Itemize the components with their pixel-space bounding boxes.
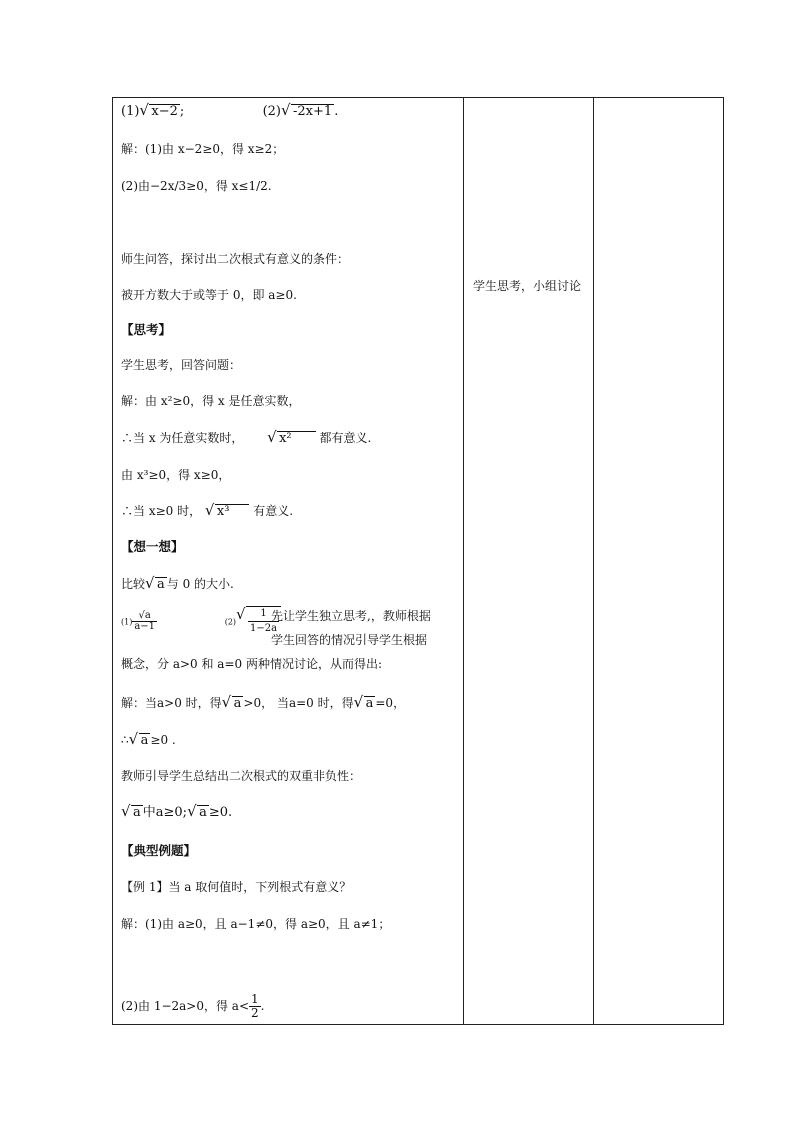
sqrt-a-case2-radicand: a [365,696,374,711]
sqrt-x3 [206,504,250,520]
sqrt-x3-radicand: x³ [215,504,250,519]
thinkmore-line-4: 概念，分 a>0 和 a=0 两种情况讨论，从而得出: [121,657,382,671]
notes-column [594,98,724,1024]
summary-text-2: ≥0. [208,805,233,820]
q1-label: (1) [121,104,140,119]
solution-2-text: (2)由 1−2a>0，得 a< [121,999,250,1013]
thinkmore-line-3: 学生回答的情况引导学生根据 [271,633,428,647]
think-line-5-text: ∴当 x≥0 时， [121,504,202,518]
q2-radical [282,104,334,120]
q1-radicand: x−2 [151,104,178,119]
solution-line-1: 解：(1)由 x−2≥0，得 x≥2； [121,142,285,156]
discussion-line-2: 被开方数大于或等于 0，即 a≥0. [121,288,297,302]
case-text-1: 解：当a>0 时，得 [121,696,222,710]
solution-2-end: . [260,999,265,1013]
half-num: 1 [251,992,259,1006]
thinkmore-line-8 [121,805,232,821]
q1-end: ; [179,104,185,119]
think-line-2: 解：由 x²≥0，得 x 是任意实数， [121,394,301,408]
ex1-fraction [132,611,157,632]
sqrt-a-case1-radicand: a [233,696,242,711]
case-text-2: >0， 当a=0 时，得 [243,696,354,710]
example-1-solution-2 [121,993,264,1020]
examples-heading: 【典型例题】 [121,843,197,858]
half-den: 2 [251,1006,259,1020]
solution-line-2: (2)由−2x/3≥0，得 x≤1/2. [121,179,272,193]
sqrt-a-summary-1-radicand: a [133,805,141,820]
ex2-den: 1−2a [250,623,278,634]
thinkmore-line-7: 教师引导学生总结出二次根式的双重非负性： [121,769,362,783]
q2-radicand: -2x+1 [293,104,333,119]
sqrt-a-radicand: a [157,577,165,592]
think-line-3 [121,430,371,447]
ex1-den: a−1 [134,620,156,632]
conclusion-end: ≥0 . [150,733,176,747]
discussion-line-1: 师生问答，探讨出二次根式有意义的条件： [121,252,350,266]
q2-end: . [334,104,339,119]
ex1-num: √a [132,611,157,622]
compare-end: 与 0 的大小. [166,577,234,591]
content-column [113,98,463,1024]
think-line-1: 学生思考，回答问题： [121,358,242,372]
lesson-table [112,97,724,1025]
student-activity-text: 学生思考，小组讨论 [473,279,582,293]
thinkmore-heading: 【想一想】 [121,539,184,554]
sqrt-a-case1 [223,696,244,712]
ex2-num: √ 1 [248,607,279,622]
example-1-solution-1: 解：(1)由 a≥0，且 a−1≠0，得 a≥0，且 a≠1； [121,917,391,931]
thinkmore-line-5 [121,695,405,712]
think-line-5-end: 有意义. [253,504,294,518]
therefore-symbol: ∴ [121,733,129,747]
sqrt-a-summary-2 [188,805,209,821]
half-fraction [249,993,261,1020]
q1-radical [140,104,180,120]
student-activity-column [464,98,593,1024]
sqrt-x2-radicand: x² [277,431,316,446]
question-row [121,104,338,120]
case-text-3: =0， [375,696,406,710]
example-1-line: 【例 1】当 a 取何值时，下列根式有意义？ [121,880,352,894]
think-line-4: 由 x³≥0，得 x≥0， [121,468,231,482]
ex2-label: (2) [224,617,237,627]
thinkmore-line-1 [121,576,234,593]
sqrt-a-summary-2-radicand: a [199,805,207,820]
think-heading: 【思考】 [121,322,172,337]
think-line-3-end: 都有意义. [319,431,372,445]
sqrt-x2 [268,431,316,447]
sqrt-a-conclusion [130,733,151,749]
thinkmore-line-2: 先让学生独立思考,，教师根据 [271,609,431,623]
think-line-3-text: ∴当 x 为任意实数时， [121,431,244,445]
thinkmore-examples [121,606,281,636]
sqrt-a-case2 [355,696,376,712]
ex1-label: (1) [121,617,133,627]
summary-text-1: 中a≥0; [142,805,188,820]
sqrt-a-conclusion-radicand: a [140,733,149,748]
sqrt-a-summary-1 [122,805,143,821]
think-line-5 [121,503,293,520]
sqrt-a [146,577,167,593]
thinkmore-line-6 [121,732,176,749]
q2-label: (2) [262,104,282,119]
compare-text: 比较 [121,577,146,591]
